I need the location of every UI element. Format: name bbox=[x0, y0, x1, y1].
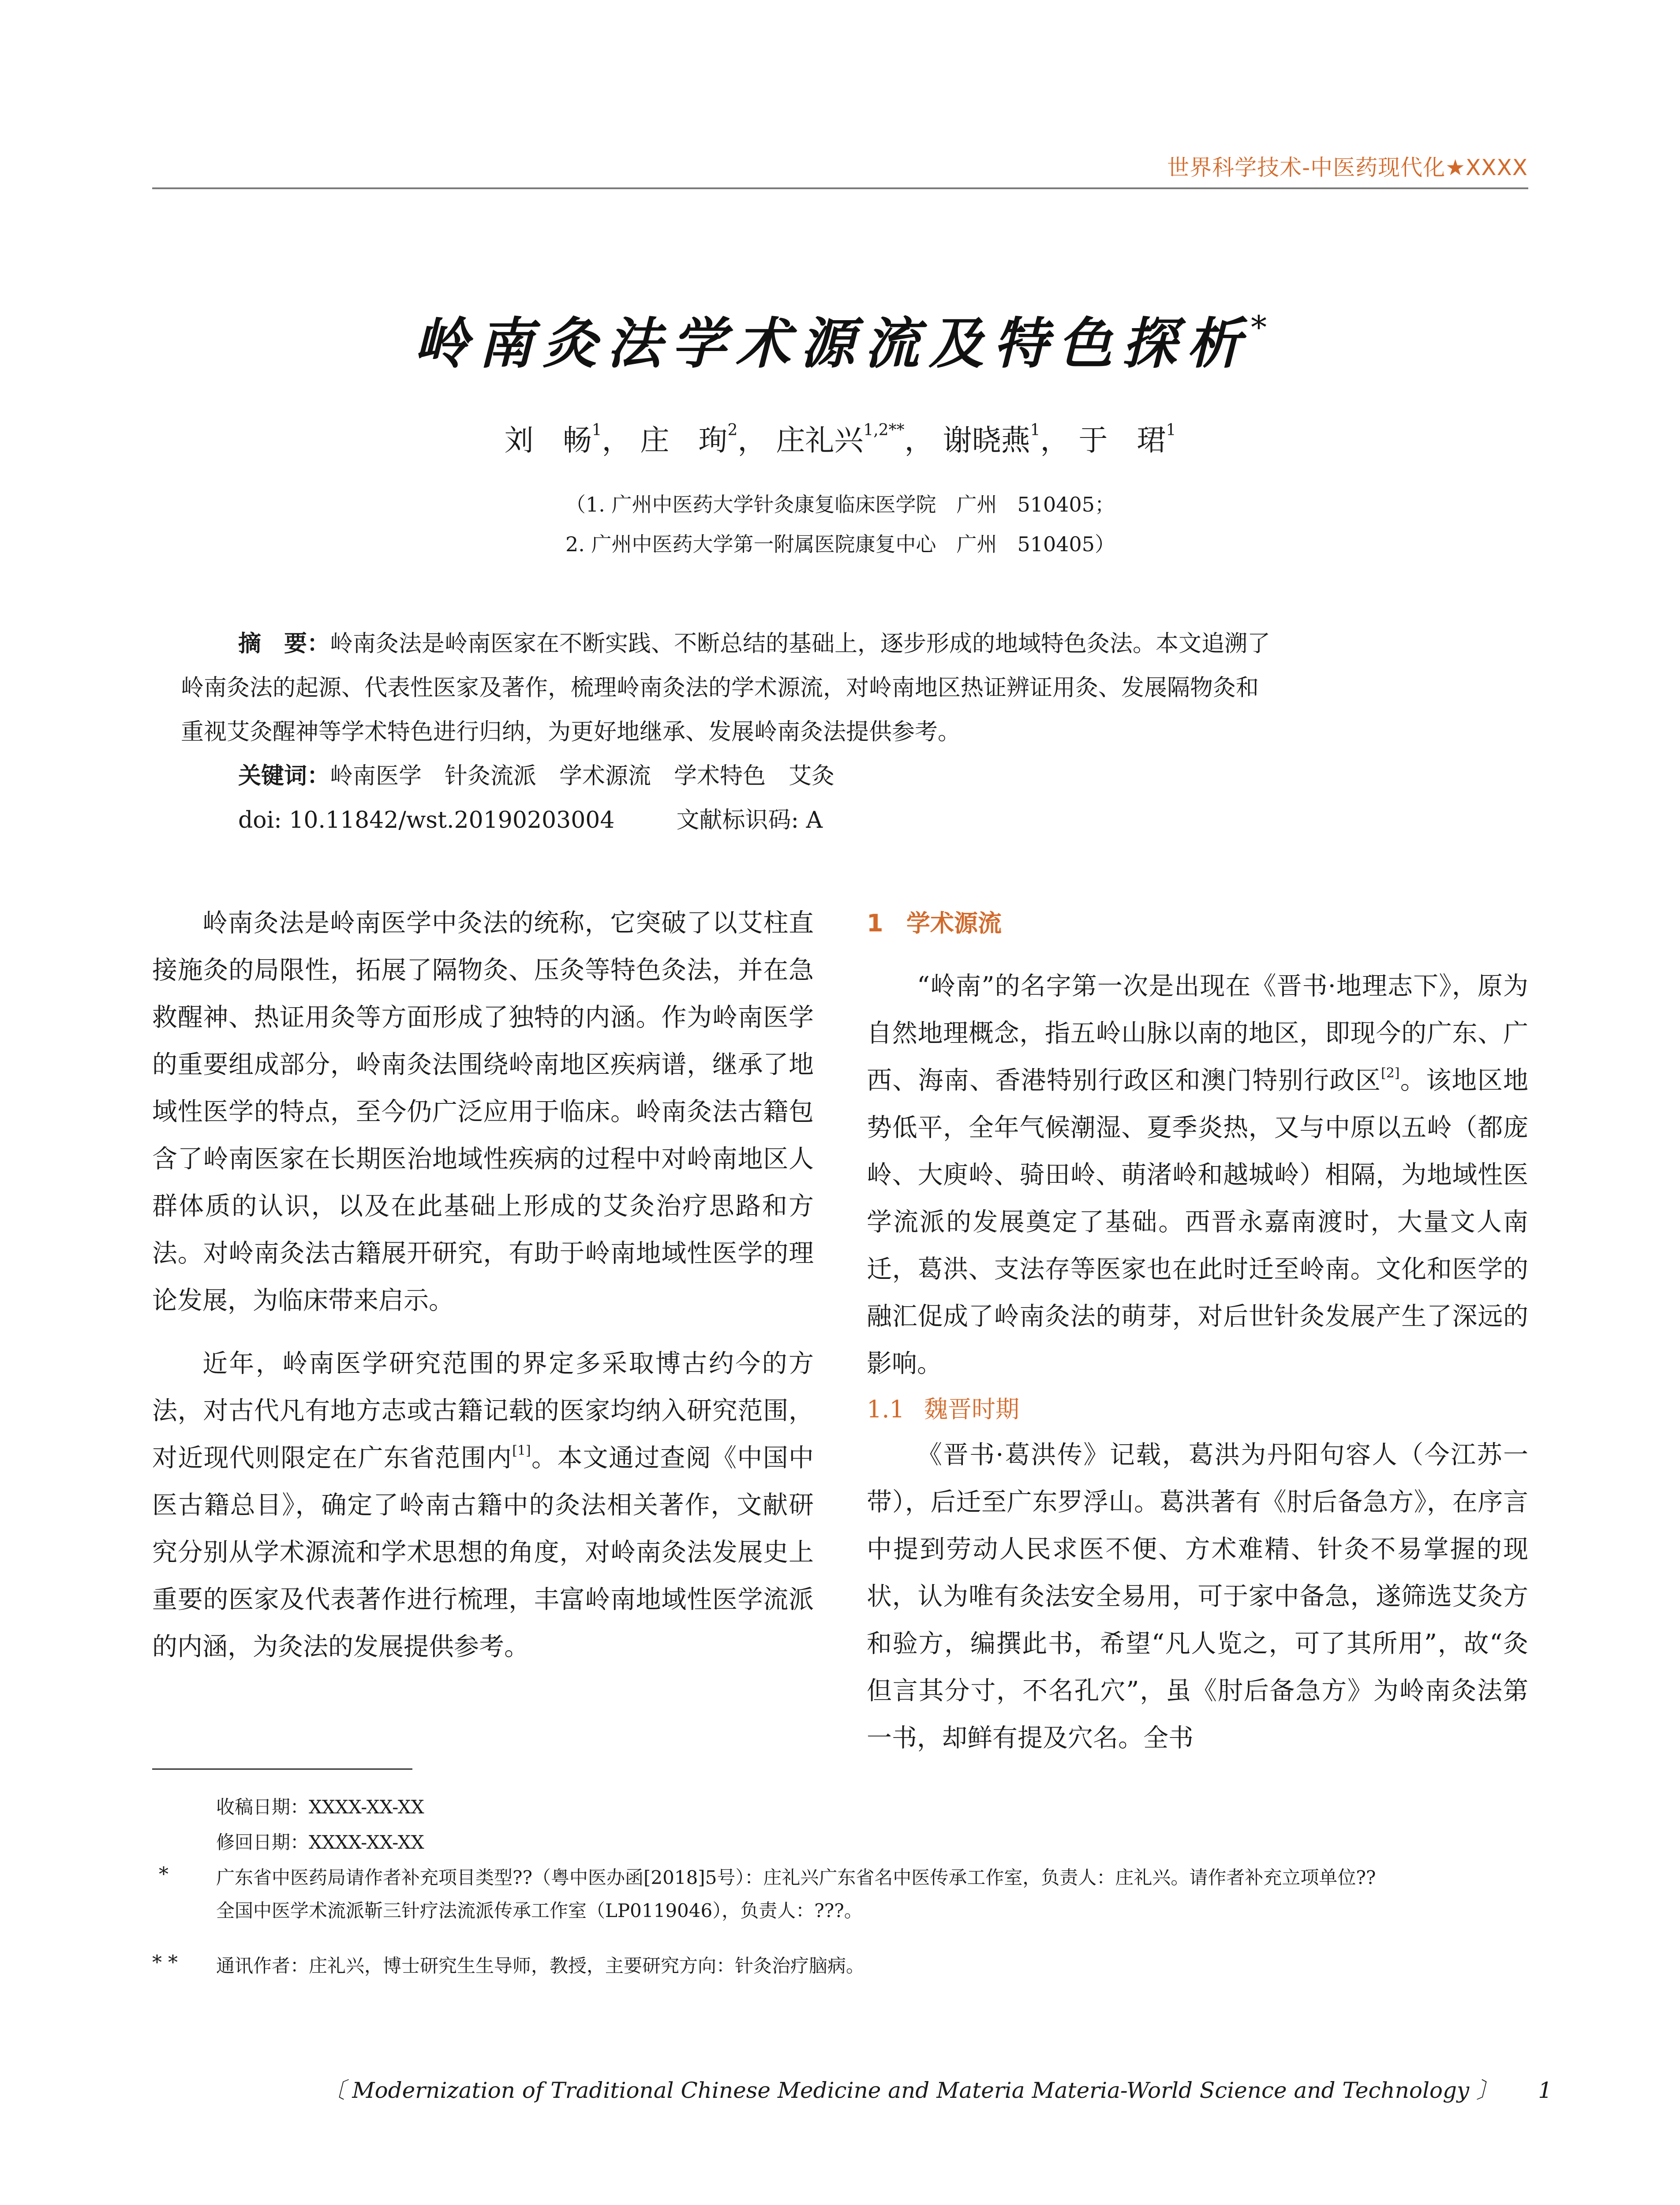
author-name: 于 珺 bbox=[1078, 423, 1166, 457]
page-number: 1 bbox=[1538, 2078, 1552, 2103]
fund-footnote: 全国中医学术流派靳三针疗法流派传承工作室（LP0119046），负责人：???。 bbox=[216, 1900, 863, 1921]
author-affil-mark: 1 bbox=[591, 421, 602, 439]
header-rule bbox=[152, 187, 1528, 189]
revised-date: 修回日期：XXXX-XX-XX bbox=[216, 1831, 424, 1853]
author-affil-mark: 2 bbox=[727, 421, 738, 439]
abstract bbox=[181, 622, 1500, 842]
citation-link[interactable]: [2] bbox=[1381, 1065, 1400, 1081]
fund-footnote-mark: * bbox=[159, 1863, 168, 1886]
keywords bbox=[181, 754, 1500, 798]
abstract-line: 岭南灸法的起源、代表性医家及著作，梳理岭南灸法的学术源流，对岭南地区热证辨证用灸、发展隔物灸和 bbox=[181, 675, 1259, 701]
body-paragraph: 近年，岭南医学研究范围的界定多采取博古约今的方法，对古代凡有地方志或古籍记载的医家均纳入研究范围，对近现代则限定在广东省范围内[1]。本文通过查阅《中国中医古籍总目》，确定了岭南古籍中的灸法相关著作，文献研究分别从学术源流和学术思想的角度，对岭南灸法发展史上重要的医家及代表著作进行梳理，丰富岭南地域性医学流派的内涵，为灸法的发展提供参考。 bbox=[152, 1349, 814, 1661]
right-column bbox=[867, 900, 1528, 1762]
author-affil-mark: 1 bbox=[1030, 421, 1040, 439]
body-paragraph: 岭南灸法是岭南医学中灸法的统称，它突破了以艾柱直接施灸的局限性，拓展了隔物灸、压灸等特色灸法，并在急救醒神、热证用灸等方面形成了独特的内涵。作为岭南医学的重要组成部分，岭南灸法围绕岭南地区疾病谱，继承了地域性医学的特点，至今仍广泛应用于临床。岭南灸法古籍包含了岭南医家在长期医治地域性疾病的过程中对岭南地区人群体质的认识，以及在此基础上形成的艾灸治疗思路和方法。对岭南灸法古籍展开研究，有助于岭南地域性医学的理论发展，为临床带来启示。 bbox=[152, 908, 814, 1315]
corresponding-footnote-mark: * * bbox=[152, 1951, 178, 1974]
footnote-rule bbox=[152, 1768, 412, 1770]
author-list: 刘 畅$^1$， 庄 珣$^2$， 庄礼兴$^{1,2**}$， 谢晓燕$^1$， 于 珺$^1$ bbox=[504, 421, 1176, 457]
fund-footnote: 广东省中医药局请作者补充项目类型??（粤中医办函[2018]5号）：庄礼兴广东省名中医传承工作室，负责人：庄礼兴。请作者补充立项单位?? bbox=[216, 1867, 1376, 1888]
corresponding-author-footnote: 通讯作者：庄礼兴，博士研究生生导师，教授，主要研究方向：针灸治疗脑病。 bbox=[216, 1955, 865, 1977]
running-header: 世界科学技术-中医药现代化★XXXX bbox=[1167, 155, 1528, 180]
affiliation-line: 2. 广州中医药大学第一附属医院康复中心 广州 510405） bbox=[565, 532, 1115, 556]
author-name: 庄礼兴 bbox=[776, 423, 864, 457]
journal-footer: 〔 Modernization of Traditional Chinese Medicine and Materia Materia-World Science and Technology 〕 bbox=[323, 2078, 1499, 2103]
abstract-line: 摘 要：岭南灸法是岭南医家在不断实践、不断总结的基础上，逐步形成的地域特色灸法。本文追溯了 bbox=[238, 631, 1271, 657]
left-column bbox=[152, 900, 814, 1671]
paper-title bbox=[414, 300, 1267, 378]
section-heading: 1 学术源流 bbox=[867, 909, 1002, 937]
paper-title-text: 岭南灸法学术源流及特色探析 bbox=[413, 312, 1251, 376]
doi-line bbox=[181, 798, 1500, 842]
received-date: 收稿日期：XXXX-XX-XX bbox=[216, 1796, 424, 1818]
author-affil-mark: 1 bbox=[1166, 421, 1176, 439]
author-name: 谢晓燕 bbox=[943, 423, 1030, 457]
affiliation-line: （1. 广州中医药大学针灸康复临床医学院 广州 510405； bbox=[565, 493, 1115, 516]
author-name: 庄 珣 bbox=[640, 423, 728, 457]
keywords-label: 关键词： bbox=[238, 763, 330, 789]
document-code: 文献标识码: A bbox=[676, 807, 823, 833]
title-block bbox=[152, 300, 1528, 378]
abstract-label: 摘 要： bbox=[238, 631, 330, 657]
body-paragraph: “岭南”的名字第一次是出现在《晋书·地理志下》，原为自然地理概念，指五岭山脉以南的地区，即现今的广东、广西、海南、香港特别行政区和澳门特别行政区[2]。该地区地势低平，全年气候潮湿、夏季炎热，又与中原以五岭（都庞岭、大庾岭、骑田岭、萌渚岭和越城岭）相隔，为地域性医学流派的发展奠定了基础。西晋永嘉南渡时，大量文人南迁，葛洪、支法存等医家也在此时迁至岭南。文化和医学的融汇促成了岭南灸法的萌芽，对后世针灸发展产生了深远的影响。 bbox=[867, 972, 1528, 1378]
title-footnote-mark: * bbox=[1251, 309, 1267, 346]
subsection-heading: 1.1 魏晋时期 bbox=[867, 1395, 1019, 1423]
abstract-line: 重视艾灸醒神等学术特色进行归纳，为更好地继承、发展岭南灸法提供参考。 bbox=[181, 719, 961, 745]
page-footer bbox=[323, 2073, 1552, 2104]
keywords-text: 岭南医学 针灸流派 学术源流 学术特色 艾灸 bbox=[330, 763, 835, 789]
citation-link[interactable]: [1] bbox=[512, 1443, 531, 1458]
author-name: 刘 畅 bbox=[504, 423, 592, 457]
doi: doi: 10.11842/wst.20190203004 bbox=[238, 807, 615, 833]
author-affil-mark: 1,2** bbox=[863, 421, 905, 439]
body-paragraph: 《晋书·葛洪传》记载，葛洪为丹阳句容人（今江苏一带），后迁至广东罗浮山。葛洪著有《肘后备急方》，在序言中提到劳动人民求医不便、方术难精、针灸不易掌握的现状，认为唯有灸法安全易用，可于家中备急，遂筛选艾灸方和验方，编撰此书，希望“凡人览之，可了其所用”，故“灸但言其分寸，不名孔穴”，虽《肘后备急方》为岭南灸法第一书，却鲜有提及穴名。全书 bbox=[867, 1440, 1528, 1753]
